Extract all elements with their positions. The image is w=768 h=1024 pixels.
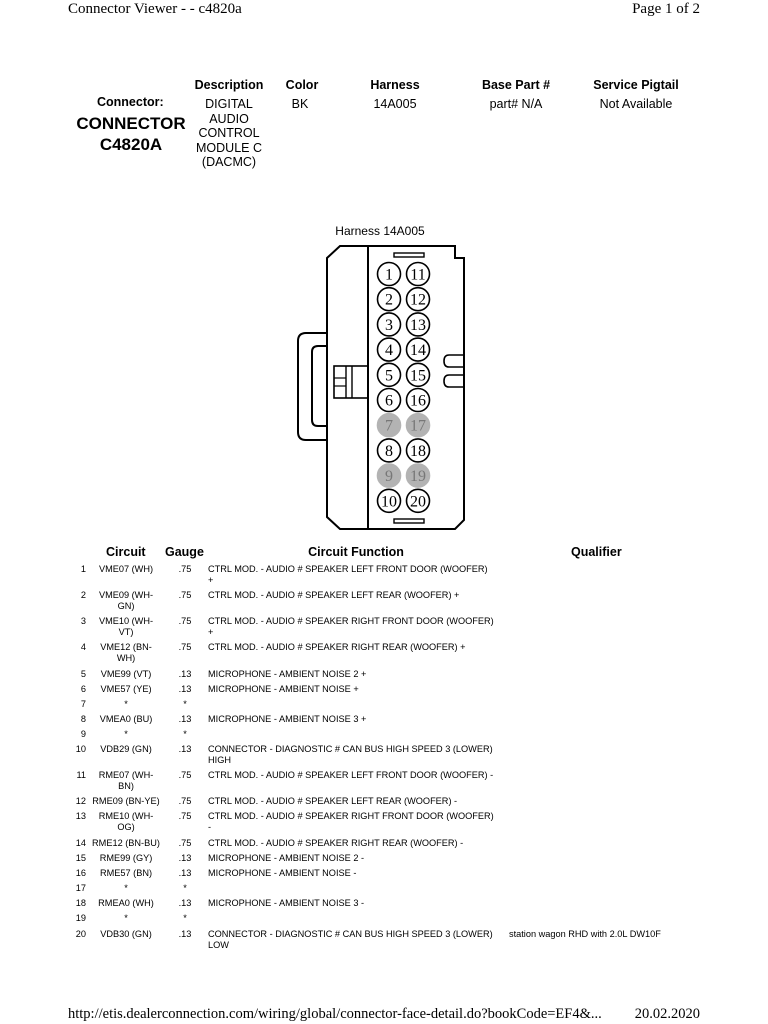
row-number: 8	[80, 714, 86, 724]
description-line: DIGITAL	[205, 97, 253, 111]
row-function: MICROPHONE - AMBIENT NOISE +	[208, 684, 359, 694]
row-number: 7	[80, 699, 86, 709]
pin-number: 19	[410, 468, 426, 486]
row-qualifier: station wagon RHD with 2.0L DW10F	[509, 929, 661, 939]
row-circuit: RME09 (BN-YE)	[92, 796, 160, 806]
row-gauge: *	[183, 883, 187, 893]
pin-number: 16	[410, 392, 426, 410]
row-gauge: .75	[178, 616, 192, 626]
row-circuit: *	[124, 699, 128, 709]
row-function: MICROPHONE - AMBIENT NOISE 3 -	[208, 898, 365, 908]
row-number: 2	[80, 590, 86, 600]
row-gauge: .75	[178, 796, 192, 806]
base-part-value: part# N/A	[489, 97, 543, 111]
row-function: CTRL MOD. - AUDIO # SPEAKER LEFT FRONT DOOR (WOOFER) +	[208, 564, 488, 585]
row-circuit: VME10 (WH- VT)	[98, 616, 154, 637]
row-circuit: VME07 (WH)	[98, 564, 154, 574]
connector-housing	[298, 246, 464, 529]
row-function: MICROPHONE - AMBIENT NOISE 3 +	[208, 714, 367, 724]
row-gauge: .75	[178, 590, 192, 600]
table-header-function: Circuit Function	[308, 545, 404, 559]
service-pigtail-value: Not Available	[599, 97, 673, 111]
description-line: AUDIO	[209, 111, 249, 126]
footer-url: http://etis.dealerconnection.com/wiring/global/connector-face-detail.do?bookCode=EF4&...	[68, 1006, 602, 1022]
row-gauge: .75	[178, 564, 192, 574]
row-gauge: .75	[178, 642, 192, 652]
pin-number: 13	[410, 316, 426, 334]
connector-name-line1: CONNECTOR	[76, 114, 186, 133]
row-circuit: RME07 (WH- BN)	[98, 770, 154, 791]
row-number: 3	[80, 616, 86, 626]
row-function: CTRL MOD. - AUDIO # SPEAKER RIGHT REAR (WOOFER) +	[208, 642, 466, 652]
row-number: 6	[80, 684, 86, 694]
row-circuit: RME57 (BN)	[99, 868, 153, 878]
page-title: Connector Viewer - - c4820a	[68, 1, 242, 17]
row-function: CTRL MOD. - AUDIO # SPEAKER LEFT FRONT DOOR (WOOFER) -	[208, 770, 494, 780]
table-header-gauge: Gauge	[165, 545, 204, 559]
row-circuit: RME99 (GY)	[99, 853, 153, 863]
row-number: 14	[75, 838, 86, 848]
description-line: CONTROL	[198, 126, 260, 140]
pin-number: 4	[385, 342, 393, 360]
pin-10	[378, 489, 401, 512]
pin-13	[407, 313, 430, 336]
pin-19	[407, 464, 430, 487]
row-function: CTRL MOD. - AUDIO # SPEAKER RIGHT FRONT DOOR (WOOFER) +	[208, 616, 494, 637]
pin-column-right	[407, 263, 430, 513]
pin-number: 12	[410, 291, 426, 309]
row-function: MICROPHONE - AMBIENT NOISE 2 -	[208, 853, 365, 863]
pin-column-left	[378, 263, 401, 513]
pin-18	[407, 439, 430, 462]
row-gauge: .13	[178, 684, 192, 694]
pin-number: 10	[381, 493, 397, 511]
row-function: CTRL MOD. - AUDIO # SPEAKER LEFT REAR (WOOFER) +	[208, 590, 460, 600]
pin-number: 17	[410, 417, 426, 435]
pin-5	[378, 363, 401, 386]
pin-number: 5	[385, 367, 393, 385]
row-circuit: *	[124, 883, 128, 893]
pin-7	[378, 414, 401, 437]
row-gauge: .75	[178, 838, 192, 848]
harness-value: 14A005	[373, 97, 417, 111]
row-gauge: .13	[178, 868, 192, 878]
col-base-part: Base Part #	[481, 78, 551, 92]
row-function: CONNECTOR - DIAGNOSTIC # CAN BUS HIGH SPEED 3 (LOWER) HIGH	[208, 744, 493, 765]
row-number: 4	[80, 642, 86, 652]
table-header-qualifier: Qualifier	[571, 545, 622, 559]
page-number: Page 1 of 2	[632, 1, 700, 17]
pin-number: 3	[385, 316, 393, 334]
connector-name	[76, 113, 186, 155]
color-value: BK	[291, 97, 309, 111]
pin-number: 15	[410, 367, 426, 385]
row-number: 11	[76, 770, 86, 780]
pin-3	[378, 313, 401, 336]
pin-number: 11	[410, 266, 426, 284]
row-gauge: *	[183, 699, 187, 709]
row-circuit: *	[124, 729, 128, 739]
pin-1	[378, 263, 401, 286]
row-function: MICROPHONE - AMBIENT NOISE -	[208, 868, 357, 878]
pin-number: 14	[410, 342, 426, 360]
row-gauge: .13	[178, 929, 192, 939]
pin-number: 20	[410, 493, 426, 511]
pin-number: 8	[385, 442, 393, 460]
pin-9	[378, 464, 401, 487]
table-header-circuit: Circuit	[106, 545, 146, 559]
pin-11	[407, 263, 430, 286]
footer-date: 20.02.2020	[634, 1006, 700, 1022]
row-number: 20	[75, 929, 86, 939]
row-circuit: *	[124, 913, 128, 923]
row-number: 18	[75, 898, 86, 908]
row-number: 5	[80, 669, 86, 679]
row-number: 13	[75, 811, 86, 821]
row-gauge: .13	[178, 669, 192, 679]
pin-12	[407, 288, 430, 311]
row-function: CTRL MOD. - AUDIO # SPEAKER RIGHT FRONT DOOR (WOOFER) -	[208, 811, 494, 832]
pin-20	[407, 489, 430, 512]
pin-number: 2	[385, 291, 393, 309]
connector-face-diagram	[0, 220, 768, 540]
pin-number: 9	[385, 468, 393, 486]
row-circuit: VME12 (BN- WH)	[100, 642, 152, 663]
row-gauge: *	[183, 913, 187, 923]
row-circuit: VME09 (WH- GN)	[98, 590, 154, 611]
description-line: MODULE C	[196, 140, 262, 155]
row-number: 19	[75, 913, 86, 923]
row-gauge: .13	[178, 853, 192, 863]
row-gauge: .13	[178, 714, 192, 724]
row-circuit: VME99 (VT)	[100, 669, 152, 679]
connector-label: Connector:	[97, 95, 164, 109]
pin-8	[378, 439, 401, 462]
pin-number: 1	[385, 266, 393, 284]
row-function: CTRL MOD. - AUDIO # SPEAKER LEFT REAR (WOOFER) -	[208, 796, 458, 806]
pin-number: 6	[385, 392, 393, 410]
diagram-title: Harness 14A005	[335, 224, 425, 238]
row-function: CONNECTOR - DIAGNOSTIC # CAN BUS HIGH SPEED 3 (LOWER) LOW	[208, 929, 493, 950]
row-number: 16	[75, 868, 86, 878]
row-circuit: RME12 (BN-BU)	[92, 838, 160, 848]
row-circuit: VDB29 (GN)	[100, 744, 152, 754]
row-number: 10	[75, 744, 86, 754]
pin-6	[378, 389, 401, 412]
row-gauge: .75	[178, 770, 192, 780]
col-color: Color	[285, 78, 319, 92]
row-number: 12	[75, 796, 86, 806]
row-circuit: VMEA0 (BU)	[99, 714, 153, 724]
row-gauge: *	[183, 729, 187, 739]
connector-name-line2: C4820A	[99, 135, 163, 154]
row-gauge: .13	[178, 744, 192, 754]
row-circuit: VME57 (YE)	[100, 684, 152, 694]
pin-17	[407, 414, 430, 437]
row-function: CTRL MOD. - AUDIO # SPEAKER RIGHT REAR (WOOFER) -	[208, 838, 464, 848]
row-function: MICROPHONE - AMBIENT NOISE 2 +	[208, 669, 367, 679]
row-circuit: VDB30 (GN)	[100, 929, 152, 939]
pin-2	[378, 288, 401, 311]
col-service-pigtail: Service Pigtail	[593, 78, 679, 92]
row-number: 9	[80, 729, 86, 739]
row-number: 1	[80, 564, 86, 574]
pin-number: 7	[385, 417, 393, 435]
pin-16	[407, 389, 430, 412]
row-gauge: .13	[178, 898, 192, 908]
col-harness: Harness	[370, 78, 420, 92]
row-number: 15	[75, 853, 86, 863]
description-line: (DACMC)	[201, 155, 257, 169]
row-circuit: RME10 (WH- OG)	[98, 811, 154, 832]
row-gauge: .75	[178, 811, 192, 821]
pin-14	[407, 338, 430, 361]
col-description: Description	[194, 78, 264, 92]
pin-15	[407, 363, 430, 386]
pin-4	[378, 338, 401, 361]
row-number: 17	[75, 883, 86, 893]
description-value	[190, 97, 268, 170]
pin-number: 18	[410, 442, 426, 460]
row-circuit: RMEA0 (WH)	[98, 898, 154, 908]
